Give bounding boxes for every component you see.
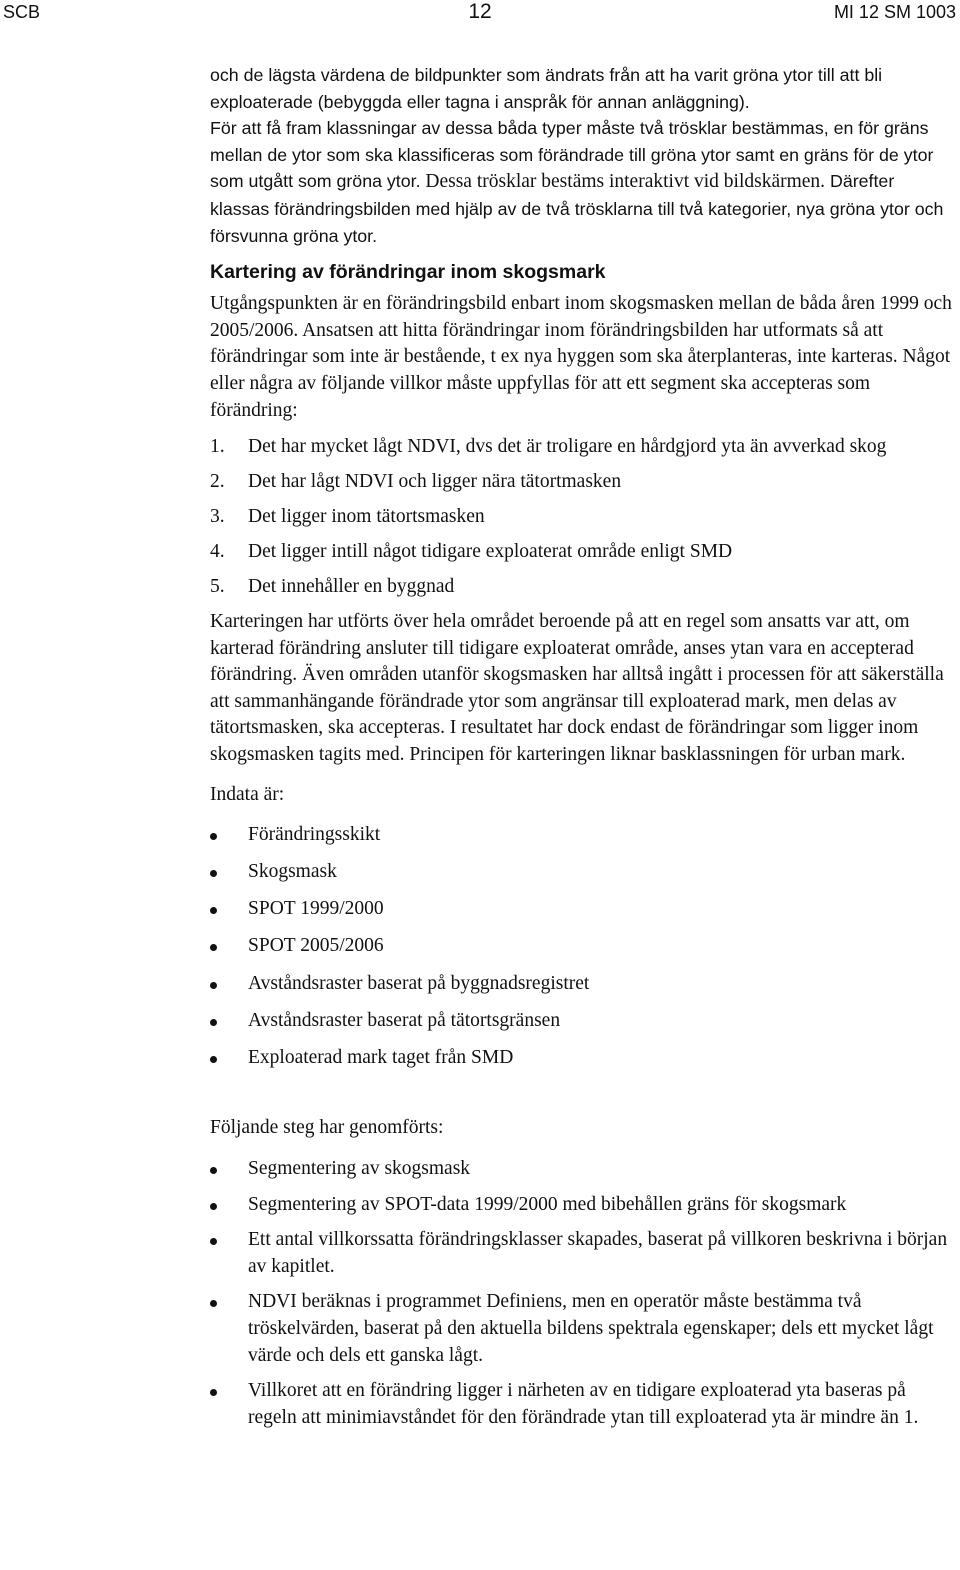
list-item	[210, 896, 955, 923]
list-text: SPOT 1999/2000	[248, 898, 384, 920]
section-intro: Utgångspunkten är en förändringsbild enbart inom skogsmasken mellan de båda åren 1999 och 2005/2006. Ansatsen att hitta förändringar inom förändringsbilden har utformats så att förändringar som inte är bestående, t ex nya hyggen som ska återplanteras, inte karteras. Något eller några av följande villkor måste uppfyllas för att ett segment ska accepteras som förändring:	[210, 293, 952, 421]
list-item	[210, 822, 955, 849]
list-item	[210, 469, 955, 496]
list-text: Det har lågt NDVI och ligger nära tätortmasken	[248, 471, 622, 493]
list-item	[210, 859, 955, 886]
list-item	[210, 574, 955, 601]
list-item	[210, 1192, 955, 1219]
list-text: Skogsmask	[248, 861, 337, 883]
list-text: Det ligger inom tätortsmasken	[248, 506, 485, 528]
mapping-paragraph: Karteringen har utförts över hela området beroende på att en regel som ansatts var att, om karterad förändring ansluter till tidigare exploaterat område, anses ytan vara en accepterad förändring. Även områden utanför skogsmasken har alltså ingått i processen för att säkerställa att sammanhängande förändrade ytor som angränsar till exploaterad mark, men delas av tätortsmasken, ska accepteras. I resultatet har dock endast de förändringar som ligger inom skogsmasken tagits med. Principen för karteringen liknar basklassningen för urban mark.	[210, 611, 944, 766]
inputs-label: Indata är:	[210, 783, 285, 805]
document-body	[210, 62, 955, 1431]
list-item	[210, 1227, 955, 1280]
bullet-icon	[210, 944, 217, 951]
bullet-icon	[210, 907, 217, 914]
list-text: Det har mycket lågt NDVI, dvs det är troligare en hårdgjord yta än avverkad skog	[248, 436, 887, 458]
list-text: Exploaterad mark taget från SMD	[248, 1046, 514, 1068]
list-text: Ett antal villkorssatta förändringsklasser skapades, baserat på villkoren beskrivna i början av kapitlet.	[248, 1229, 948, 1277]
paragraph-thresholds	[210, 115, 955, 249]
list-item	[210, 1045, 955, 1072]
list-item	[210, 434, 955, 461]
steps-list	[210, 1156, 955, 1431]
list-text: Det innehåller en byggnad	[248, 576, 455, 598]
list-text: SPOT 2005/2006	[248, 935, 384, 957]
thresholds-text-a: För att få fram klassningar av dessa båda typer måste två trösklar bestämmas, en för gräns mellan de ytor som ska klassificeras som förändrade till gröna ytor samt en gräns för de ytor som utgått som gröna ytor.	[210, 118, 934, 192]
inputs-list	[210, 822, 955, 1071]
bullet-icon	[210, 982, 217, 989]
bullet-icon	[210, 1019, 217, 1026]
header-left: SCB	[3, 2, 41, 22]
list-number: 5.	[210, 576, 225, 598]
thresholds-text-c: Därefter klassas förändringsbilden med hjälp av de två trösklarna till två kategorier, nya gröna ytor och försvunna gröna ytor.	[210, 171, 944, 246]
list-text: Segmentering av skogsmask	[248, 1157, 471, 1179]
page-number: 12	[468, 0, 492, 23]
paragraph-intro: och de lägsta värdena de bildpunkter som ändrats från att ha varit gröna ytor till att bli exploaterade (bebyggda eller tagna i anspråk för annan anläggning).	[210, 65, 883, 112]
bullet-icon	[210, 1167, 217, 1174]
bullet-icon	[210, 1238, 217, 1245]
list-text: NDVI beräknas i programmet Definiens, men en operatör måste bestämma två tröskelvärden, baserat på den aktuella bildens spektrala egenskaper; dels ett mycket lågt värde och dels ett ganska lågt.	[248, 1291, 934, 1366]
bullet-icon	[210, 1203, 217, 1210]
list-number: 3.	[210, 506, 225, 528]
list-item	[210, 1378, 955, 1431]
list-item	[210, 1289, 955, 1369]
list-item	[210, 971, 955, 998]
list-item	[210, 1008, 955, 1035]
list-text: Avståndsraster baserat på tätortsgränsen	[248, 1009, 561, 1031]
bullet-icon	[210, 1389, 217, 1396]
list-number: 2.	[210, 471, 225, 493]
bullet-icon	[210, 1056, 217, 1063]
section-heading: Kartering av förändringar inom skogsmark	[210, 261, 606, 284]
list-text: Det ligger intill något tidigare exploaterat område enligt SMD	[248, 541, 733, 563]
list-item	[210, 1156, 955, 1183]
list-item	[210, 933, 955, 960]
header-right: MI 12 SM 1003	[833, 2, 956, 22]
conditions-list	[210, 434, 955, 601]
bullet-icon	[210, 1300, 217, 1307]
list-item	[210, 504, 955, 531]
list-text: Förändringsskikt	[248, 824, 381, 846]
list-text: Segmentering av SPOT-data 1999/2000 med bibehållen gräns för skogsmark	[248, 1193, 847, 1215]
list-number: 1.	[210, 436, 225, 458]
list-number: 4.	[210, 541, 225, 563]
bullet-icon	[210, 870, 217, 877]
list-text: Avståndsraster baserat på byggnadsregistret	[248, 972, 590, 994]
list-item	[210, 539, 955, 566]
list-text: Villkoret att en förändring ligger i närheten av en tidigare exploaterad yta baseras på regeln att minimiavståndet för den förändrade ytan till exploaterad yta är mindre än 1.	[248, 1380, 919, 1428]
thresholds-text-b: Dessa trösklar bestäms interaktivt vid bildskärmen.	[420, 171, 826, 193]
bullet-icon	[210, 833, 217, 840]
steps-label: Följande steg har genomförts:	[210, 1117, 444, 1139]
